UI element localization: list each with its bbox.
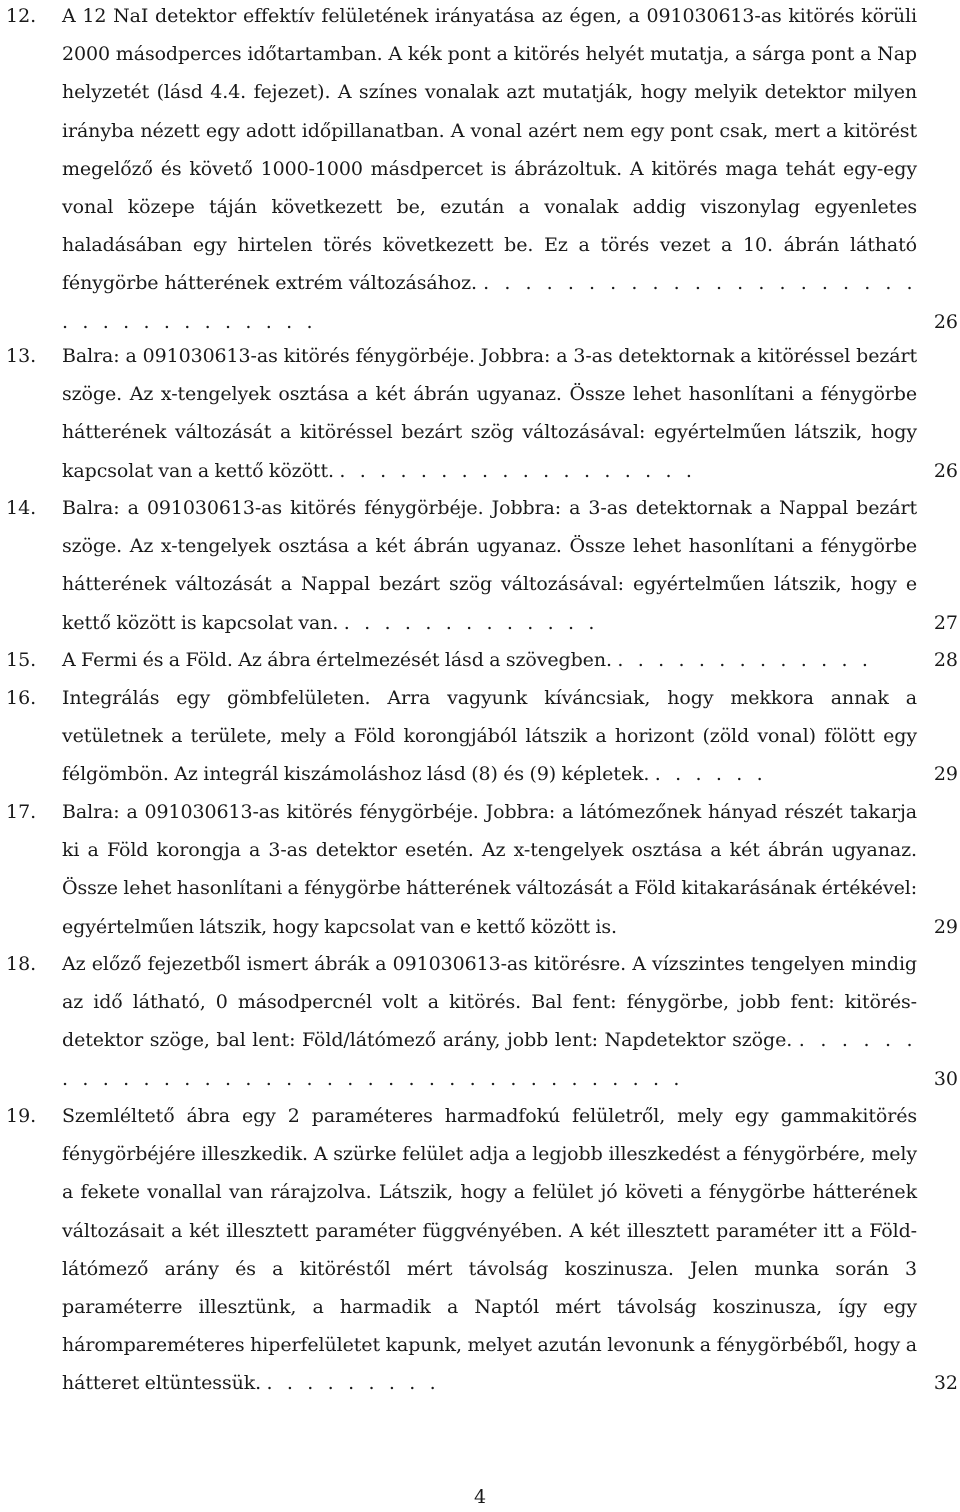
entry-caption	[62, 1097, 917, 1403]
entry-caption	[62, 945, 917, 1098]
figure-entry-12[interactable]	[6, 0, 958, 341]
entry-text: Balra: a 091030613-as kitörés fénygörbéje. Jobbra: a látómezőnek hányad részét takarja ki a Föld korongja a 3-as detektor esetén. Az x-tengelyek osztása a két ábrán ugyanaz. Össze lehet hasonlítani a fénygörbe hátterének változását a Föld kitakarásának értékével: egyértelműen látszik, hogy kapcsolat van e kettő között is.	[62, 801, 917, 938]
entry-page-ref[interactable]: 27	[933, 611, 958, 634]
entry-text: Balra: a 091030613-as kitörés fénygörbéje. Jobbra: a 3-as detektornak a kitöréssel bezárt szöge. Az x-tengelyek osztása a két ábrán ugyanaz. Össze lehet hasonlítani a fénygörbe hátterének változását a kitöréssel bezárt szög változásával: egyértelműen látszik, hogy kapcsolat van a kettő között.	[62, 345, 917, 482]
entry-caption	[62, 489, 917, 642]
entry-number: 13.	[6, 345, 37, 367]
leader-dots: . . . . . . . . . . . . . . . . . . . . . . . . . . . . . . . . . . . . .	[62, 1029, 917, 1090]
entry-page-ref[interactable]: 32	[933, 1372, 958, 1395]
figure-entry-19[interactable]	[6, 1097, 958, 1403]
entry-number: 12.	[6, 5, 37, 27]
entry-caption	[62, 641, 917, 679]
entry-page-ref[interactable]: 26	[933, 310, 958, 333]
leader-dots: . . . . . . . . . . . . .	[343, 611, 599, 634]
entry-caption	[62, 793, 917, 946]
page-number: 4	[473, 1486, 487, 1508]
entry-text: A 12 NaI detektor effektív felületének irányatása az égen, a 091030613-as kitörés körüli 2000 másodperces időtartamban. A kék pont a kitörés helyét mutatja, a sárga pont a Nap helyzetét (lásd 4.4. fejezet). A színes vonalak azt mutatják, hogy melyik detektor milyen irányba nézett egy adott időpillanatban. A vonal azért nem egy pont csak, mert a kitörést megelőző és követő 1000-1000 másdpercet is ábrázoltuk. A kitörés maga tehát egy-egy vonal közepe táján következett be, ezután a vonalak addig viszonylag egyenletes haladásában egy hirtelen törés következett be. Ez a törés vezet a 10. ábrán látható fénygörbe hátterének extrém változásához.	[62, 5, 917, 295]
leader-dots: . . . . . .	[654, 763, 768, 786]
entry-number: 16.	[6, 687, 37, 709]
figure-entry-13[interactable]	[6, 337, 958, 490]
entry-page-ref[interactable]: 29	[933, 763, 958, 786]
figure-entry-15[interactable]	[6, 641, 958, 679]
entry-number: 18.	[6, 953, 37, 975]
entry-number: 19.	[6, 1105, 37, 1127]
entry-page-ref[interactable]: 29	[933, 915, 958, 938]
leader-dots: . . . . . . . . .	[266, 1372, 441, 1395]
entry-text: A Fermi és a Föld. Az ábra értelmezését lásd a szövegben.	[62, 649, 612, 671]
figure-entry-14[interactable]	[6, 489, 958, 642]
entry-number: 17.	[6, 801, 37, 823]
entry-text: Integrálás egy gömbfelületen. Arra vagyunk kíváncsiak, hogy mekkora annak a vetületnek a területe, mely a Föld korongjából látszik a horizont (zöld vonal) fölött egy félgömbön. Az integrál kiszámoláshoz lásd (8) és (9) képletek.	[62, 687, 917, 786]
entry-caption	[62, 337, 917, 490]
entry-text: Balra: a 091030613-as kitörés fénygörbéje. Jobbra: a 3-as detektornak a Nappal bezárt szöge. Az x-tengelyek osztása a két ábrán ugyanaz. Össze lehet hasonlítani a fénygörbe hátterének változását a Nappal bezárt szög változásával: egyértelműen látszik, hogy e kettő között is kapcsolat van.	[62, 497, 917, 634]
entry-page-ref[interactable]: 30	[933, 1067, 958, 1090]
entry-text: Az előző fejezetből ismert ábrák a 091030613-as kitörésre. A vízszintes tengelyen mindig az idő látható, 0 másodpercnél volt a kitörés. Bal fent: fénygörbe, jobb fent: kitörés-detektor szöge, bal lent: Föld/látómező arány, jobb lent: Napdetektor szöge.	[62, 953, 917, 1052]
entry-number: 15.	[6, 649, 37, 671]
figure-entry-16[interactable]	[6, 679, 958, 794]
leader-dots: . . . . . . . . . . . . . . . . . . . . . . . . . . . . . . . . . .	[62, 272, 917, 333]
entry-page-ref[interactable]: 26	[933, 459, 958, 482]
entry-number: 14.	[6, 497, 37, 519]
entry-page-ref[interactable]: 28	[933, 649, 958, 671]
entry-text: Szemléltető ábra egy 2 paraméteres harmadfokú felületről, mely egy gammakitörés fénygörbéjére illeszkedik. A szürke felület adja a legjobb illeszkedést a fénygörbére, mely a fekete vonallal van rárajzolva. Látszik, hogy a felület jó követi a fénygörbe hátterének változásait a két illesztett paraméter függvényében. A két illesztett paraméter itt a Föld-látómező arány és a kitöréstől mért távolság koszinusza. Jelen munka során 3 paraméterre illesztünk, a harmadik a Naptól mért távolság koszinusza, így egy hárompareméteres hiperfelületet kapunk, melyet azután levonunk a fénygörbéből, hogy a hátteret eltüntessük.	[62, 1105, 917, 1395]
leader-dots: . . . . . . . . . . . . . . . . . .	[339, 459, 697, 482]
figure-entry-18[interactable]	[6, 945, 958, 1098]
figure-entry-17[interactable]	[6, 793, 958, 946]
entry-caption	[62, 0, 917, 341]
leader-dots: . . . . . . . . . . . . .	[617, 649, 873, 671]
entry-caption	[62, 679, 917, 794]
